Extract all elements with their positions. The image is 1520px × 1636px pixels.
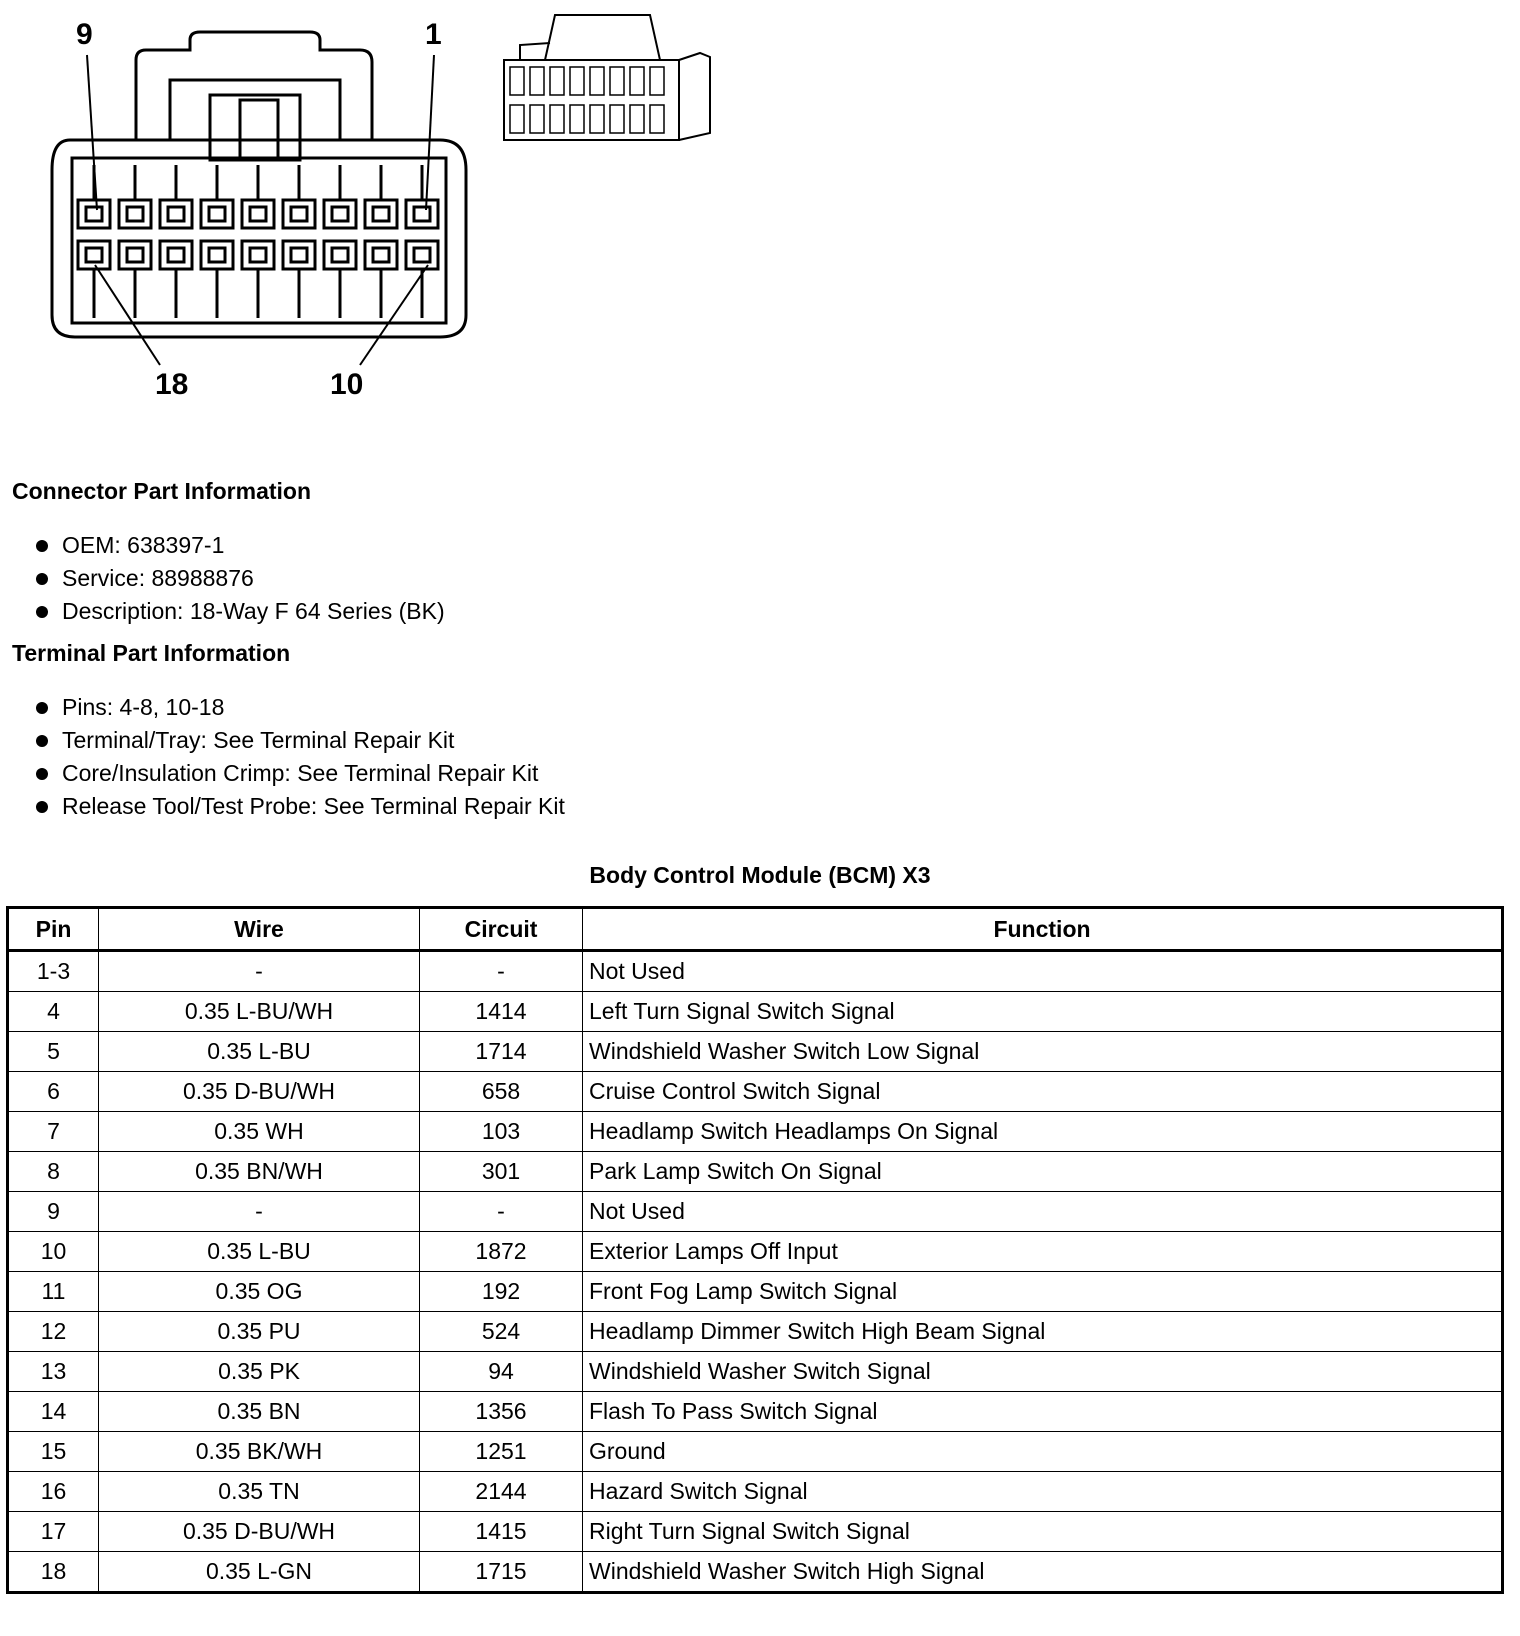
cell-function: Right Turn Signal Switch Signal (583, 1512, 1503, 1552)
table-row (8, 1112, 1503, 1152)
pin-terminal (373, 248, 389, 262)
pin-terminal (127, 248, 143, 262)
pin-terminal (332, 248, 348, 262)
table-row (8, 992, 1503, 1032)
cell-wire: 0.35 D-BU/WH (99, 1072, 420, 1112)
cell-pin: 10 (8, 1232, 99, 1272)
cell-circuit: 1714 (420, 1032, 583, 1072)
pin-cavity (119, 241, 151, 269)
cell-wire: 0.35 BN (99, 1392, 420, 1432)
table-header-row (8, 908, 1503, 951)
pin-cavity-3d (630, 67, 644, 95)
pin-cavity-3d (530, 105, 544, 133)
pin-terminal (332, 207, 348, 221)
pin-cavity-3d (510, 105, 524, 133)
cell-wire: 0.35 BN/WH (99, 1152, 420, 1192)
connector-3d-view (500, 5, 720, 150)
cell-pin: 11 (8, 1272, 99, 1312)
pin-terminal (414, 248, 430, 262)
table-row (8, 1312, 1503, 1352)
cell-pin: 12 (8, 1312, 99, 1352)
table-row (8, 1072, 1503, 1112)
pin-terminal (168, 248, 184, 262)
cell-circuit: 94 (420, 1352, 583, 1392)
cell-function: Windshield Washer Switch Low Signal (583, 1032, 1503, 1072)
pin-cavity-3d (590, 105, 604, 133)
pin-terminal (168, 207, 184, 221)
pin-cavity-3d (610, 67, 624, 95)
header-pin: Pin (8, 908, 99, 951)
header-function: Function (583, 908, 1503, 951)
header-circuit: Circuit (420, 908, 583, 951)
cell-circuit: 1356 (420, 1392, 583, 1432)
pin-cavity-3d (550, 67, 564, 95)
pin-cavity (201, 241, 233, 269)
pin-cavity (406, 241, 438, 269)
cell-pin: 5 (8, 1032, 99, 1072)
cell-circuit: 658 (420, 1072, 583, 1112)
cell-wire: 0.35 OG (99, 1272, 420, 1312)
pin-terminal (291, 248, 307, 262)
terminal-info-list (12, 691, 565, 823)
cell-function: Front Fog Lamp Switch Signal (583, 1272, 1503, 1312)
cell-wire: - (99, 951, 420, 992)
cell-function: Hazard Switch Signal (583, 1472, 1503, 1512)
pin-cavity-3d (570, 67, 584, 95)
pin-terminal (209, 248, 225, 262)
pin-terminal (291, 207, 307, 221)
cell-wire: 0.35 PK (99, 1352, 420, 1392)
pin-cavity (324, 241, 356, 269)
cell-circuit: 103 (420, 1112, 583, 1152)
cell-wire: 0.35 WH (99, 1112, 420, 1152)
table-row (8, 1352, 1503, 1392)
table-row (8, 1472, 1503, 1512)
cell-circuit: 1415 (420, 1512, 583, 1552)
cell-circuit: - (420, 951, 583, 992)
cell-wire: 0.35 L-BU (99, 1232, 420, 1272)
table-row (8, 1512, 1503, 1552)
pin-cavity (201, 200, 233, 228)
pin-cavity (242, 200, 274, 228)
table-row (8, 1392, 1503, 1432)
cell-circuit: 192 (420, 1272, 583, 1312)
pin-cavity-3d (630, 105, 644, 133)
pin-cavity (283, 200, 315, 228)
terminal-info-item: Release Tool/Test Probe: See Terminal Repair Kit (12, 790, 565, 823)
cell-function: Flash To Pass Switch Signal (583, 1392, 1503, 1432)
callout-line-1 (426, 55, 434, 210)
cell-wire: 0.35 D-BU/WH (99, 1512, 420, 1552)
cell-function: Left Turn Signal Switch Signal (583, 992, 1503, 1032)
cell-function: Not Used (583, 951, 1503, 992)
pin-cavity (406, 200, 438, 228)
pin-cavity (324, 200, 356, 228)
table-row (8, 951, 1503, 992)
cell-pin: 9 (8, 1192, 99, 1232)
pin-cavity (160, 241, 192, 269)
cell-circuit: 301 (420, 1152, 583, 1192)
pin-cavity-3d (650, 67, 664, 95)
pin-terminal (86, 207, 102, 221)
table-row (8, 1152, 1503, 1192)
table-row (8, 1032, 1503, 1072)
pin-cavity (242, 241, 274, 269)
pin-terminal (209, 207, 225, 221)
cell-pin: 13 (8, 1352, 99, 1392)
cell-wire: 0.35 L-BU/WH (99, 992, 420, 1032)
terminal-info-item: Terminal/Tray: See Terminal Repair Kit (12, 724, 565, 757)
cell-function: Headlamp Switch Headlamps On Signal (583, 1112, 1503, 1152)
cell-pin: 4 (8, 992, 99, 1032)
cell-circuit: - (420, 1192, 583, 1232)
cell-circuit: 2144 (420, 1472, 583, 1512)
cell-function: Cruise Control Switch Signal (583, 1072, 1503, 1112)
callout-line-10 (360, 265, 428, 365)
terminal-info-item: Pins: 4-8, 10-18 (12, 691, 565, 724)
cell-function: Exterior Lamps Off Input (583, 1232, 1503, 1272)
callout-pin-9: 9 (76, 18, 93, 51)
connector-info-item: Service: 88988876 (12, 562, 445, 595)
cell-pin: 7 (8, 1112, 99, 1152)
table-row (8, 1192, 1503, 1232)
cell-wire: - (99, 1192, 420, 1232)
cell-wire: 0.35 BK/WH (99, 1432, 420, 1472)
connector-info-heading: Connector Part Information (12, 478, 312, 504)
cell-function: Park Lamp Switch On Signal (583, 1152, 1503, 1192)
cell-function: Not Used (583, 1192, 1503, 1232)
header-wire: Wire (99, 908, 420, 951)
pin-cavity (78, 200, 110, 228)
connector-info-item: OEM: 638397-1 (12, 529, 445, 562)
table-row (8, 1232, 1503, 1272)
table-title: Body Control Module (BCM) X3 (589, 862, 931, 888)
pin-terminal (373, 207, 389, 221)
cell-function: Windshield Washer Switch Signal (583, 1352, 1503, 1392)
table-row (8, 1272, 1503, 1312)
cell-pin: 8 (8, 1152, 99, 1192)
connector-face-diagram (0, 0, 500, 400)
cell-pin: 17 (8, 1512, 99, 1552)
cell-circuit: 1872 (420, 1232, 583, 1272)
cell-circuit: 1251 (420, 1432, 583, 1472)
terminal-info-heading: Terminal Part Information (12, 640, 291, 666)
table-row (8, 1552, 1503, 1593)
connector-info-item: Description: 18-Way F 64 Series (BK) (12, 595, 445, 628)
cell-pin: 14 (8, 1392, 99, 1432)
cell-pin: 15 (8, 1432, 99, 1472)
cell-pin: 18 (8, 1552, 99, 1593)
pin-terminal (414, 207, 430, 221)
pin-cavity (283, 241, 315, 269)
cell-pin: 6 (8, 1072, 99, 1112)
table-row (8, 1432, 1503, 1472)
cell-wire: 0.35 L-BU (99, 1032, 420, 1072)
cell-wire: 0.35 PU (99, 1312, 420, 1352)
pin-cavity-3d (610, 105, 624, 133)
cell-pin: 1-3 (8, 951, 99, 992)
cell-circuit: 1414 (420, 992, 583, 1032)
callout-pin-10: 10 (330, 368, 364, 401)
callout-pin-18: 18 (155, 368, 189, 401)
cell-function: Ground (583, 1432, 1503, 1472)
connector-info-list (12, 529, 445, 628)
pin-cavity-3d (590, 67, 604, 95)
cell-circuit: 524 (420, 1312, 583, 1352)
callout-pin-1: 1 (425, 18, 442, 51)
terminal-info-item: Core/Insulation Crimp: See Terminal Repair Kit (12, 757, 565, 790)
pin-cavity-3d (510, 67, 524, 95)
pinout-table (6, 906, 1504, 1594)
pin-cavity (119, 200, 151, 228)
cell-pin: 16 (8, 1472, 99, 1512)
pin-terminal (86, 248, 102, 262)
pin-cavity (160, 200, 192, 228)
pin-terminal (127, 207, 143, 221)
pin-cavity (78, 241, 110, 269)
cell-circuit: 1715 (420, 1552, 583, 1593)
cell-wire: 0.35 L-GN (99, 1552, 420, 1593)
pin-cavity (365, 241, 397, 269)
pin-cavity-3d (650, 105, 664, 133)
cell-function: Headlamp Dimmer Switch High Beam Signal (583, 1312, 1503, 1352)
callout-line-9 (87, 55, 97, 210)
pin-cavity-3d (570, 105, 584, 133)
pin-terminal (250, 248, 266, 262)
pin-cavity-3d (550, 105, 564, 133)
cell-function: Windshield Washer Switch High Signal (583, 1552, 1503, 1593)
pin-grid (78, 165, 438, 318)
pin-terminal (250, 207, 266, 221)
callout-line-18 (95, 265, 160, 365)
cell-wire: 0.35 TN (99, 1472, 420, 1512)
pin-cavity (365, 200, 397, 228)
pin-cavity-3d (530, 67, 544, 95)
